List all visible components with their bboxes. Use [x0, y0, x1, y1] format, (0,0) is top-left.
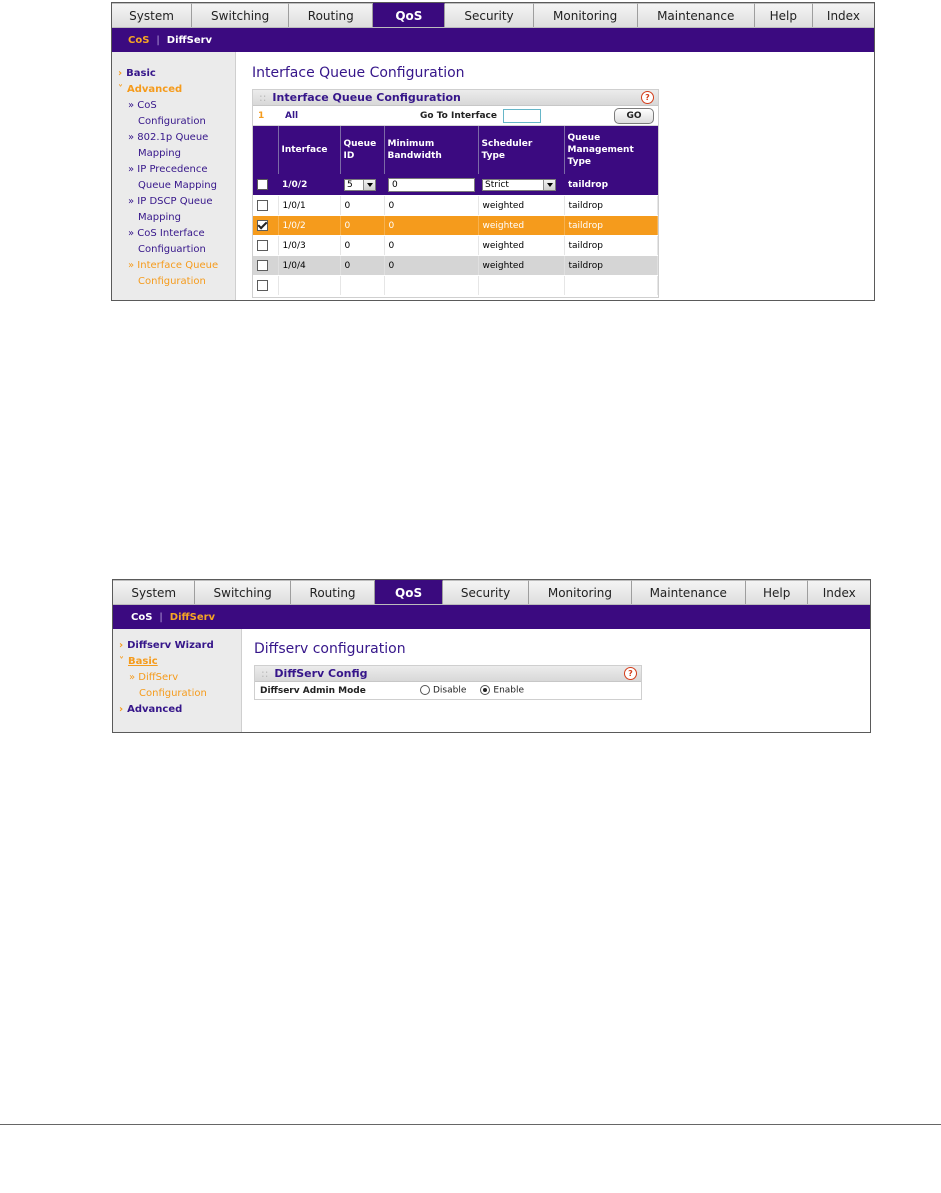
- cell-interface: 1/0/1: [278, 196, 340, 216]
- sidebar-item-ip-precedence[interactable]: » IP Precedence: [128, 164, 208, 175]
- row-checkbox[interactable]: [257, 280, 268, 291]
- table-header-row: [253, 126, 658, 174]
- panel-header: [253, 90, 658, 106]
- sidebar-item-8021p-mapping[interactable]: » 802.1p Queue: [128, 132, 209, 143]
- help-icon[interactable]: ?: [624, 667, 637, 680]
- tab-help[interactable]: Help: [746, 580, 809, 604]
- sidebar-item-diffserv-config-cont[interactable]: Configuration: [139, 688, 207, 699]
- cell-queue-mgmt: taildrop: [564, 256, 658, 276]
- main-tab-bar: [113, 580, 870, 605]
- tab-qos[interactable]: QoS: [373, 3, 445, 27]
- cell-min-bandwidth: 0: [384, 216, 478, 236]
- sidebar-item-cos-config-cont[interactable]: Configuration: [138, 116, 206, 127]
- sidebar-item-cos-interface-cont[interactable]: Configuartion: [138, 244, 206, 255]
- cell-queue-id: 0: [340, 236, 384, 256]
- chevron-down-icon: ˅: [119, 656, 124, 667]
- chevron-right-icon: ›: [119, 704, 124, 715]
- cell-min-bandwidth: 0: [384, 196, 478, 216]
- queue-config-panel: [252, 89, 659, 298]
- panel-header: [255, 666, 641, 682]
- queue-table: [253, 126, 658, 296]
- tab-switching[interactable]: Switching: [195, 580, 290, 604]
- tab-routing[interactable]: Routing: [289, 3, 373, 27]
- qos-subnav: [113, 605, 870, 629]
- tab-system[interactable]: System: [112, 3, 192, 27]
- table-row-partial: [253, 276, 658, 296]
- all-link[interactable]: All: [285, 110, 299, 121]
- admin-mode-row: [255, 682, 641, 699]
- tab-security[interactable]: Security: [443, 580, 529, 604]
- go-button[interactable]: GO: [614, 108, 654, 124]
- scheduler-type-column-header[interactable]: Scheduler Type: [478, 126, 564, 174]
- tab-help[interactable]: Help: [755, 3, 813, 27]
- table-row[interactable]: [253, 196, 658, 216]
- chevron-right-icon: ›: [118, 68, 123, 79]
- enable-radio[interactable]: [480, 685, 490, 695]
- select-all-checkbox[interactable]: [257, 179, 268, 190]
- page-number[interactable]: 1: [258, 110, 265, 121]
- row-checkbox[interactable]: [257, 240, 268, 251]
- disable-option[interactable]: Disable: [420, 685, 466, 696]
- pagination-row: [253, 106, 658, 126]
- cell-scheduler: weighted: [478, 216, 564, 236]
- panel-grip-icon: ::: [259, 91, 267, 104]
- page-footer-rule: [0, 1124, 941, 1125]
- sidebar: [112, 52, 236, 301]
- panel-grip-icon: ::: [261, 667, 269, 680]
- enable-option[interactable]: Enable: [480, 685, 524, 696]
- diffserv-config-panel: [254, 665, 642, 700]
- cell-queue-mgmt: taildrop: [564, 216, 658, 236]
- sidebar-item-diffserv-config[interactable]: » DiffServ: [129, 672, 179, 683]
- cell-queue-mgmt: taildrop: [564, 236, 658, 256]
- tab-security[interactable]: Security: [445, 3, 533, 27]
- tab-qos[interactable]: QoS: [375, 580, 443, 604]
- subnav-cos[interactable]: CoS: [128, 34, 150, 46]
- cell-interface: 1/0/2: [278, 216, 340, 236]
- sidebar-item-interface-queue-cont[interactable]: Configuration: [138, 276, 206, 287]
- subnav-cos[interactable]: CoS: [131, 611, 153, 623]
- table-row[interactable]: [253, 216, 658, 236]
- interface-column-header[interactable]: Interface: [278, 126, 340, 174]
- help-icon[interactable]: ?: [641, 91, 654, 104]
- tab-monitoring[interactable]: Monitoring: [534, 3, 638, 27]
- cell-queue-mgmt: taildrop: [564, 196, 658, 216]
- interface-queue-screenshot: [111, 2, 875, 301]
- cell-scheduler: weighted: [478, 196, 564, 216]
- tab-system[interactable]: System: [113, 580, 195, 604]
- chevron-right-icon: ›: [119, 640, 124, 651]
- chevron-down-icon: [363, 180, 375, 190]
- disable-radio[interactable]: [420, 685, 430, 695]
- sidebar-item-cos-config[interactable]: » CoS: [128, 100, 157, 111]
- sidebar-item-8021p-mapping-cont[interactable]: Mapping: [138, 148, 181, 159]
- sidebar-item-basic[interactable]: › Basic: [118, 68, 156, 79]
- queue-id-column-header[interactable]: Queue ID: [340, 126, 384, 174]
- goto-interface-label: Go To Interface: [420, 110, 497, 121]
- row-checkbox[interactable]: [257, 200, 268, 211]
- queue-mgmt-column-header[interactable]: Queue Management Type: [564, 126, 658, 174]
- subnav-diffserv[interactable]: DiffServ: [169, 611, 216, 623]
- min-bandwidth-column-header[interactable]: Minimum Bandwidth: [384, 126, 478, 174]
- subnav-separator: |: [156, 34, 160, 46]
- sidebar-item-advanced[interactable]: ˅ Advanced: [118, 84, 183, 95]
- subnav-diffserv[interactable]: DiffServ: [166, 34, 213, 46]
- main-content: [242, 629, 870, 733]
- tab-routing[interactable]: Routing: [291, 580, 375, 604]
- goto-interface-input[interactable]: [503, 109, 541, 123]
- tab-switching[interactable]: Switching: [192, 3, 289, 27]
- row-checkbox[interactable]: [257, 220, 268, 231]
- cell-queue-id: 0: [340, 256, 384, 276]
- chevron-down-icon: [543, 180, 555, 190]
- sidebar-item-advanced[interactable]: › Advanced: [119, 704, 183, 715]
- cell-queue-id: 0: [340, 216, 384, 236]
- cell-interface: 1/0/3: [278, 236, 340, 256]
- tab-index[interactable]: Index: [808, 580, 870, 604]
- tab-maintenance[interactable]: Maintenance: [632, 580, 746, 604]
- sidebar-item-ip-precedence-cont[interactable]: Queue Mapping: [138, 180, 217, 191]
- sidebar-item-ip-dscp-cont[interactable]: Mapping: [138, 212, 181, 223]
- tab-index[interactable]: Index: [813, 3, 874, 27]
- cell-queue-id: 0: [340, 196, 384, 216]
- select-column-header: [253, 126, 278, 174]
- panel-title: DiffServ Config: [274, 667, 368, 680]
- cell-min-bandwidth: 0: [384, 236, 478, 256]
- table-row[interactable]: [253, 256, 658, 276]
- edit-queue-mgmt: taildrop: [564, 174, 658, 196]
- edit-interface: 1/0/2: [278, 174, 340, 196]
- chevron-down-icon: ˅: [118, 84, 123, 95]
- cell-min-bandwidth: 0: [384, 256, 478, 276]
- cell-interface: 1/0/4: [278, 256, 340, 276]
- qos-subnav: [112, 28, 874, 52]
- main-content: [236, 52, 874, 301]
- admin-mode-label: Diffserv Admin Mode: [260, 685, 366, 696]
- edit-row: [253, 174, 658, 196]
- row-checkbox[interactable]: [257, 260, 268, 271]
- subnav-separator: |: [159, 611, 163, 623]
- sidebar-item-diffserv-wizard[interactable]: › Diffserv Wizard: [119, 640, 214, 651]
- sidebar-item-cos-interface[interactable]: » CoS Interface: [128, 228, 205, 239]
- tab-monitoring[interactable]: Monitoring: [529, 580, 631, 604]
- cell-scheduler: weighted: [478, 236, 564, 256]
- cell-scheduler: weighted: [478, 256, 564, 276]
- scheduler-type-select[interactable]: Strict: [482, 179, 556, 191]
- sidebar-item-interface-queue[interactable]: » Interface Queue: [128, 260, 219, 271]
- sidebar: [113, 629, 242, 733]
- sidebar-item-ip-dscp[interactable]: » IP DSCP Queue: [128, 196, 213, 207]
- min-bandwidth-input[interactable]: 0: [388, 178, 475, 192]
- tab-maintenance[interactable]: Maintenance: [638, 3, 755, 27]
- panel-title: Interface Queue Configuration: [272, 91, 461, 104]
- main-tab-bar: [112, 3, 874, 28]
- page-title: Diffserv configuration: [254, 641, 406, 657]
- diffserv-config-screenshot: [112, 579, 871, 733]
- queue-id-select[interactable]: 5: [344, 179, 376, 191]
- sidebar-item-basic[interactable]: ˅ Basic: [119, 656, 158, 667]
- page-title: Interface Queue Configuration: [252, 65, 465, 81]
- table-row[interactable]: [253, 236, 658, 256]
